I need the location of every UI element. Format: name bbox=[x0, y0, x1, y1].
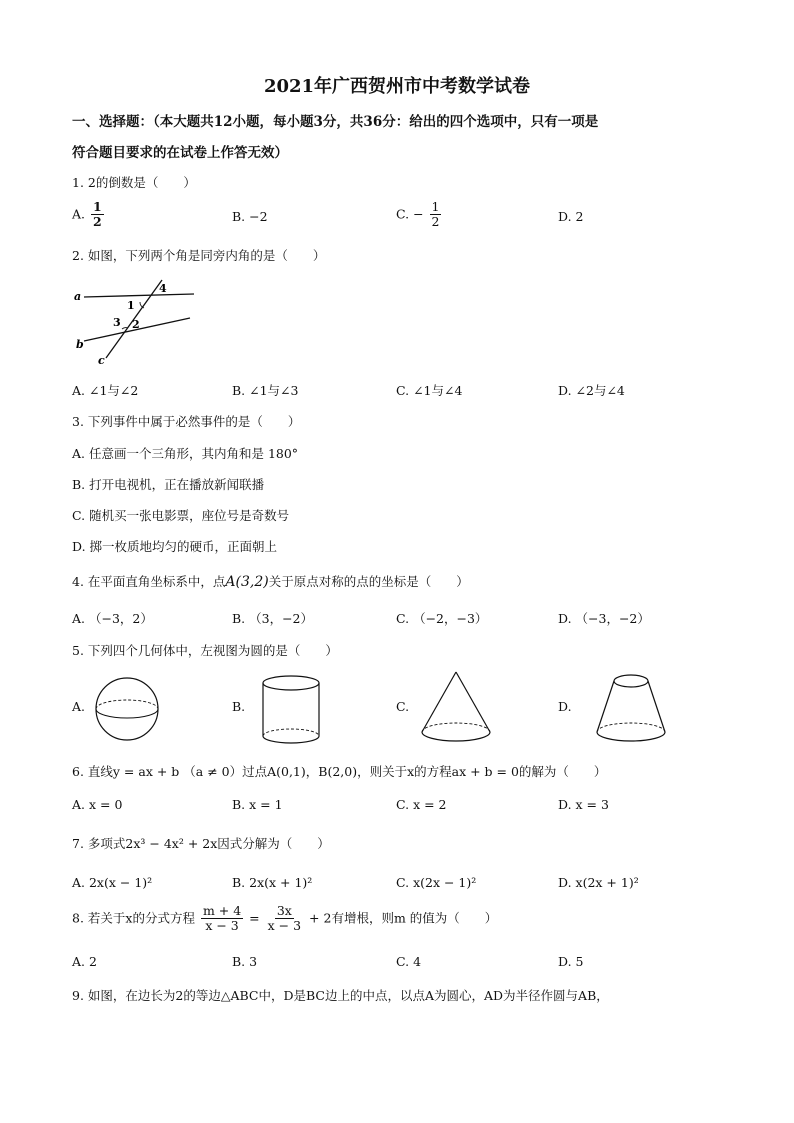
q8-equals: = bbox=[249, 910, 260, 926]
fig-angle-1: 1 bbox=[127, 299, 135, 312]
q2-option-c: C. ∠1与∠4 bbox=[396, 383, 463, 398]
q7-stem: 7. 多项式2x³ − 4x² + 2x因式分解为（ ） bbox=[72, 836, 330, 851]
q4-option-b: B. （3，−2） bbox=[232, 611, 314, 626]
q1-c-num: 1 bbox=[431, 199, 440, 214]
q4-option-d: D. （−3，−2） bbox=[558, 611, 650, 626]
q2-stem: 2. 如图，下列两个角是同旁内角的是（ ） bbox=[72, 248, 326, 263]
q1-c-label: C. − bbox=[396, 206, 424, 222]
q8-option-b: B. 3 bbox=[232, 954, 258, 969]
fig-label-a: a bbox=[74, 290, 82, 303]
q6-stem: 6. 直线y = ax + b （a ≠ 0）过点A(0,1)，B(2,0)，则关于x的方程ax + b = 0的解为（ ） bbox=[72, 764, 607, 779]
q5-option-c: C. bbox=[396, 699, 410, 714]
q7-option-d: D. x(2x + 1)² bbox=[558, 875, 639, 890]
q6-option-d: D. x = 3 bbox=[558, 797, 609, 812]
q8-f1-den: x − 3 bbox=[205, 918, 239, 934]
q8-option-a: A. 2 bbox=[72, 954, 97, 969]
q6-option-c: C. x = 2 bbox=[396, 797, 447, 812]
q4-stem bbox=[72, 572, 469, 590]
q1-a-den: 2 bbox=[93, 214, 102, 230]
q1-stem: 1. 2的倒数是（ ） bbox=[72, 175, 196, 190]
q2-option-a: A. ∠1与∠2 bbox=[72, 383, 139, 398]
q4-option-a: A. （−3，2） bbox=[72, 611, 153, 626]
q6-option-a: A. x = 0 bbox=[72, 797, 123, 812]
q8-option-d: D. 5 bbox=[558, 954, 584, 969]
q4-point: A(3,2) bbox=[225, 574, 269, 590]
q4-stem-pre: 4. 在平面直角坐标系中，点 bbox=[72, 574, 226, 589]
q1-a-num: 1 bbox=[93, 199, 102, 214]
frustum-figure bbox=[595, 672, 667, 746]
sphere-figure bbox=[94, 676, 160, 742]
q7-option-a: A. 2x(x − 1)² bbox=[72, 875, 153, 890]
q6-option-b: B. x = 1 bbox=[232, 797, 283, 812]
q8-f2-den: x − 3 bbox=[267, 918, 302, 934]
section-heading-line1: 一、选择题：（本大题共12小题，每小题3分，共36分：给出的四个选项中，只有一项是 bbox=[72, 114, 599, 130]
fig-angle-2: 2 bbox=[132, 318, 140, 331]
cone-figure bbox=[420, 670, 492, 746]
q9-stem: 9. 如图，在边长为2的等边△ABC中，D是BC边上的中点，以点A为圆心，AD为半径作圆与AB， bbox=[72, 988, 609, 1003]
q5-option-b: B. bbox=[232, 699, 246, 714]
q5-option-a: A. bbox=[72, 699, 86, 714]
q3-stem: 3. 下列事件中属于必然事件的是（ ） bbox=[72, 414, 301, 429]
q2-option-b: B. ∠1与∠3 bbox=[232, 383, 299, 398]
q3-option-a: A. 任意画一个三角形，其内角和是 180° bbox=[72, 446, 299, 461]
cylinder-figure bbox=[261, 674, 321, 746]
fig-label-b: b bbox=[76, 338, 84, 351]
q5-option-d: D. bbox=[558, 699, 572, 714]
q8-fraction-2 bbox=[266, 904, 303, 934]
q2-option-d: D. ∠2与∠4 bbox=[558, 383, 625, 398]
q1-a-fraction bbox=[91, 200, 104, 230]
q8-option-c: C. 4 bbox=[396, 954, 422, 969]
q8-f1-num: m + 4 bbox=[202, 903, 242, 918]
q1-option-b: B. −2 bbox=[232, 209, 268, 224]
fig-angle-3: 3 bbox=[113, 316, 121, 329]
q5-stem: 5. 下列四个几何体中，左视图为圆的是（ ） bbox=[72, 643, 338, 658]
q1-option-c bbox=[396, 200, 443, 230]
q8-f2-num: 3x bbox=[276, 903, 292, 918]
q1-c-den: 2 bbox=[431, 214, 440, 230]
q2-figure bbox=[72, 278, 202, 368]
section-heading-line2: 符合题目要求的在试卷上作答无效） bbox=[72, 145, 288, 161]
q7-option-b: B. 2x(x + 1)² bbox=[232, 875, 313, 890]
page-title: 2021年广西贺州市中考数学试卷 bbox=[263, 76, 531, 97]
fig-label-c: c bbox=[98, 354, 105, 367]
q8-fraction-1 bbox=[201, 904, 243, 934]
q1-c-fraction bbox=[430, 200, 442, 230]
q3-option-b: B. 打开电视机，正在播放新闻联播 bbox=[72, 477, 265, 492]
q8-stem bbox=[72, 904, 497, 934]
q4-option-c: C. （−2，−3） bbox=[396, 611, 488, 626]
q1-option-d: D. 2 bbox=[558, 209, 584, 224]
q7-option-c: C. x(2x − 1)² bbox=[396, 875, 477, 890]
q8-stem-post: + 2有增根，则m 的值为（ ） bbox=[309, 910, 498, 926]
q8-stem-pre: 8. 若关于x的分式方程 bbox=[72, 910, 195, 926]
q1-option-a bbox=[72, 200, 106, 230]
q1-a-label: A. bbox=[72, 206, 86, 222]
q4-stem-post: 关于原点对称的点的坐标是（ ） bbox=[268, 574, 469, 589]
fig-angle-4: 4 bbox=[159, 282, 167, 295]
q3-option-c: C. 随机买一张电影票，座位号是奇数号 bbox=[72, 508, 290, 523]
q3-option-d: D. 掷一枚质地均匀的硬币，正面朝上 bbox=[72, 539, 278, 554]
